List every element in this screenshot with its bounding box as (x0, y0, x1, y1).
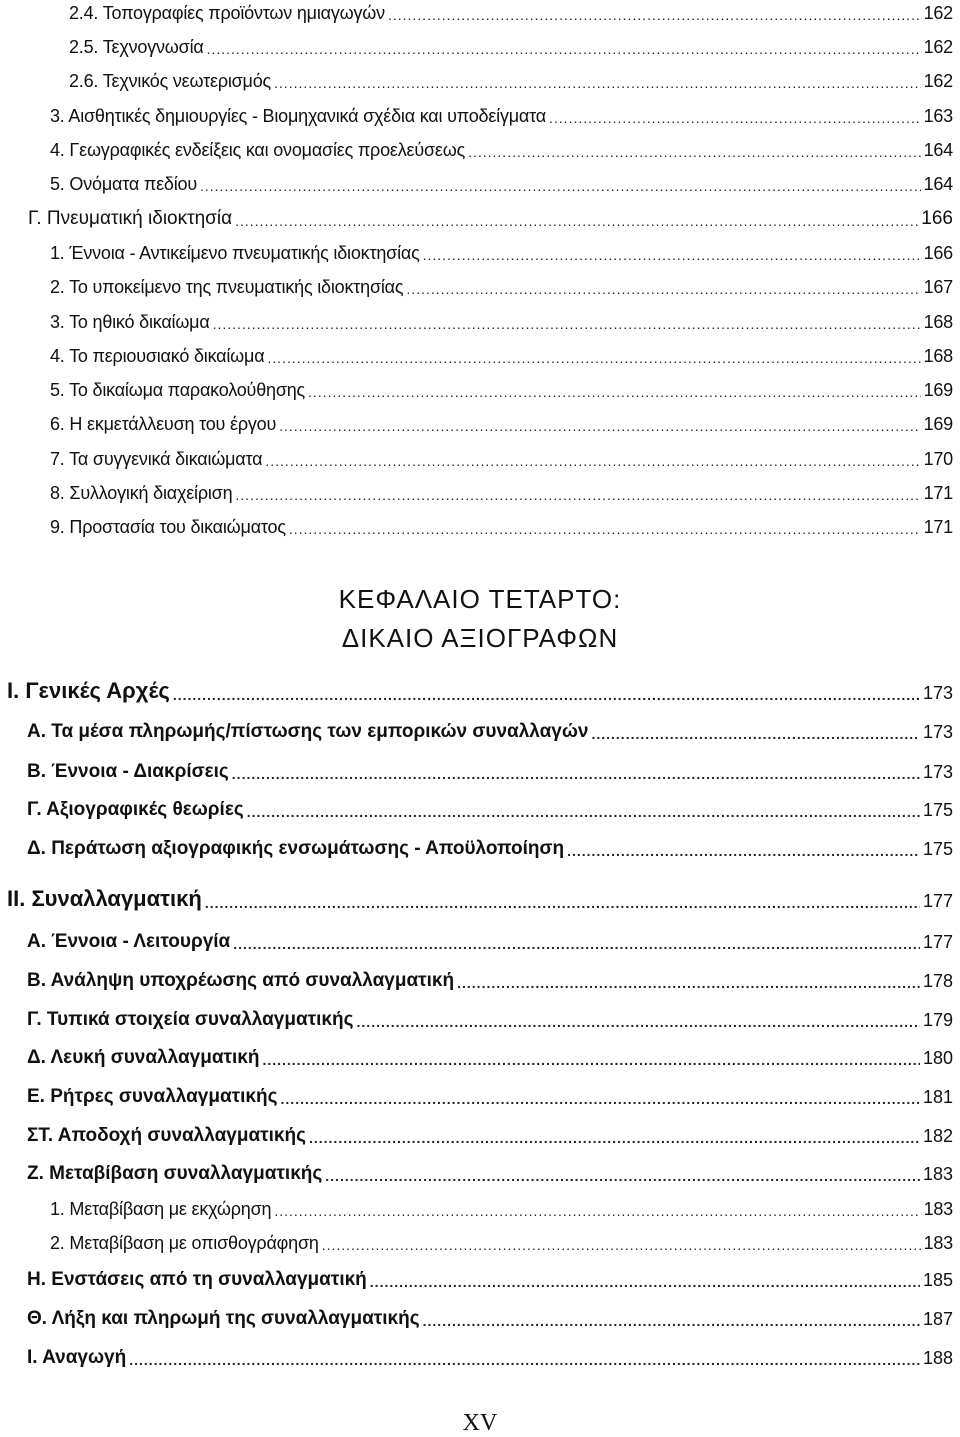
dot-leader (235, 488, 920, 502)
dot-leader (281, 1092, 920, 1106)
toc-entry-page: 168 (923, 312, 953, 332)
toc-entry-page: 177 (922, 891, 953, 911)
toc-entry (27, 1076, 953, 1106)
toc-entry (69, 60, 953, 90)
chapter-title: ΚΕΦΑΛΑΙΟ ΤΕΤΑΡΤΟ: (338, 584, 622, 614)
dot-leader (262, 1053, 920, 1067)
toc-entry (50, 506, 953, 536)
toc-entry (27, 1037, 953, 1067)
toc-entry-page: 170 (923, 449, 953, 469)
toc-entry-label: 8. Συλλογική διαχείριση (50, 483, 233, 503)
dot-leader (308, 385, 921, 399)
toc-entry-page: 169 (923, 380, 953, 400)
toc-entry-label: 3. Αισθητικές δημιουργίες - Βιομηχανικά σχέδια και υποδείγματα (50, 106, 547, 126)
toc-entry-page: 168 (923, 346, 953, 366)
dot-leader (205, 896, 920, 910)
toc-entry-label: Γ. Αξιογραφικές θεωρίες (27, 799, 244, 820)
toc-entry (7, 672, 953, 702)
toc-entry-label: 5. Ονόματα πεδίου (50, 174, 197, 194)
dot-leader (267, 351, 920, 365)
toc-entry (27, 789, 953, 819)
dot-leader (591, 727, 919, 741)
dot-leader (309, 1131, 920, 1145)
toc-entry-page: 188 (922, 1348, 953, 1368)
toc-entry-page: 163 (923, 106, 953, 126)
toc-entry-label: Ε. Ρήτρες συναλλαγματικής (27, 1086, 278, 1107)
dot-leader (370, 1275, 920, 1289)
toc-entry-label: Δ. Περάτωση αξιογραφικής ενσωμάτωσης - Αποϋλοποίηση (27, 838, 565, 859)
toc-entry-label: 2.4. Τοπογραφίες προϊόντων ημιαγωγών (69, 3, 385, 23)
toc-entry (50, 403, 953, 433)
toc-entry-page: 175 (922, 800, 953, 820)
toc-entry (27, 999, 953, 1029)
dot-leader (325, 1169, 920, 1183)
dot-leader (423, 248, 921, 262)
toc-entry-label: 2. Μεταβίβαση με οπισθογράφηση (50, 1233, 319, 1253)
toc-entry (50, 335, 953, 365)
toc-entry-label: ΣΤ. Αποδοχή συναλλαγματικής (27, 1125, 306, 1146)
dot-leader (549, 111, 921, 125)
dot-leader (129, 1353, 920, 1367)
toc-entry-label: 2.6. Τεχνικός νεωτερισμός (69, 71, 272, 91)
dot-leader (423, 1314, 920, 1328)
toc-entry-label: 2.5. Τεχνογνωσία (69, 37, 204, 57)
toc-entry-page: 173 (922, 762, 953, 782)
toc-entry (27, 711, 953, 741)
toc-entry (27, 1337, 953, 1367)
toc-entry-page: 181 (922, 1087, 953, 1107)
toc-entry (27, 1115, 953, 1145)
toc-entry (27, 960, 953, 990)
toc-entry (50, 438, 953, 468)
toc-entry-page: 171 (923, 517, 953, 537)
toc-entry-label: ΙΙ. Συναλλαγματική (7, 886, 202, 911)
toc-entry (27, 828, 953, 858)
page-number: XV (462, 1410, 498, 1436)
toc-entry-page: 175 (922, 839, 953, 859)
toc-entry (50, 266, 953, 296)
toc-entry-label: Ι. Γενικές Αρχές (7, 678, 170, 703)
toc-entry-page: 182 (922, 1126, 953, 1146)
toc-entry-page: 177 (922, 932, 953, 952)
dot-leader (388, 8, 921, 22)
toc-entry (50, 301, 953, 331)
toc-entry (27, 921, 953, 951)
toc-entry-label: Β. Έννοια - Διακρίσεις (27, 761, 229, 782)
dot-leader (457, 976, 920, 990)
toc-entry-page: 183 (923, 1199, 953, 1219)
toc-entry-page: 173 (922, 683, 953, 703)
toc-entry-page: 185 (922, 1270, 953, 1290)
toc-entry (50, 472, 953, 502)
toc-entry (27, 1259, 953, 1289)
dot-leader (233, 937, 920, 951)
dot-leader (357, 1015, 920, 1029)
toc-entry (27, 1298, 953, 1328)
toc-entry-label: 7. Τα συγγενικά δικαιώματα (50, 449, 263, 469)
toc-entry-page: 169 (923, 414, 953, 434)
toc-entry-page: 173 (922, 722, 953, 742)
dot-leader (173, 688, 920, 702)
toc-entry (27, 1153, 953, 1183)
toc-entry-page: 166 (923, 243, 953, 263)
toc-entry-page: 164 (923, 174, 953, 194)
dot-leader (207, 42, 921, 56)
dot-leader (322, 1238, 921, 1252)
chapter-subtitle: ΔΙΚΑΙΟ ΑΞΙΟΓΡΑΦΩΝ (341, 623, 619, 653)
toc-entry-page: 166 (921, 208, 953, 229)
toc-entry-label: Α. Έννοια - Λειτουργία (27, 931, 231, 952)
dot-leader (406, 282, 920, 296)
toc-entry-label: 3. Το ηθικό δικαίωμα (50, 312, 210, 332)
toc-entry-page: 167 (923, 277, 953, 297)
toc-entry-page: 183 (923, 1233, 953, 1253)
toc-entry-label: 2. Το υποκείμενο της πνευματικής ιδιοκτησίας (50, 277, 404, 297)
toc-entry-label: Β. Ανάληψη υποχρέωσης από συναλλαγματική (27, 970, 455, 991)
toc-entry (50, 232, 953, 262)
toc-entry-label: 4. Το περιουσιακό δικαίωμα (50, 346, 265, 366)
toc-entry-page: 180 (922, 1048, 953, 1068)
toc-entry-label: 9. Προστασία του δικαιώματος (50, 517, 286, 537)
toc-entry-label: 5. Το δικαίωμα παρακολούθησης (50, 380, 306, 400)
toc-entry (7, 880, 953, 910)
toc-entry (50, 1222, 953, 1252)
toc-entry-label: Θ. Λήξη και πληρωμή της συναλλαγματικής (27, 1308, 420, 1329)
toc-entry-page: 162 (923, 3, 953, 23)
toc-entry (50, 369, 953, 399)
dot-leader (567, 844, 920, 858)
toc-entry-label: Γ. Πνευματική ιδιοκτησία (28, 208, 233, 229)
toc-entry-page: 179 (922, 1010, 953, 1030)
toc-entry-page: 162 (923, 71, 953, 91)
toc-entry-label: 1. Μεταβίβαση με εκχώρηση (50, 1199, 272, 1219)
toc-entry (28, 198, 953, 228)
toc-entry-page: 162 (923, 37, 953, 57)
toc-entry-label: Α. Τα μέσα πληρωμής/πίστωσης των εμπορικών συναλλαγών (27, 721, 589, 742)
dot-leader (289, 522, 921, 536)
toc-entry-label: 4. Γεωγραφικές ενδείξεις και ονομασίες προελεύσεως (50, 140, 466, 160)
toc-entry-page: 171 (923, 483, 953, 503)
toc-entry-label: 1. Έννοια - Αντικείμενο πνευματικής ιδιοκτησίας (50, 243, 420, 263)
dot-leader (232, 767, 920, 781)
dot-leader (235, 214, 918, 228)
toc-entry-label: Δ. Λευκή συναλλαγματική (27, 1047, 260, 1068)
toc-entry-page: 178 (922, 971, 953, 991)
toc-entry (69, 0, 953, 22)
dot-leader (265, 454, 920, 468)
toc-entry (50, 129, 953, 159)
toc-entry (50, 163, 953, 193)
toc-entry (50, 1188, 953, 1218)
toc-entry-label: 6. Η εκμετάλλευση του έργου (50, 414, 277, 434)
toc-entry (69, 26, 953, 56)
toc-entry (50, 95, 953, 125)
dot-leader (279, 419, 920, 433)
toc-entry-page: 164 (923, 140, 953, 160)
dot-leader (274, 76, 921, 90)
toc-entry-page: 183 (922, 1164, 953, 1184)
toc-entry-label: Ζ. Μεταβίβαση συναλλαγματικής (27, 1163, 323, 1184)
dot-leader (213, 317, 921, 331)
dot-leader (247, 805, 920, 819)
dot-leader (468, 145, 920, 159)
toc-entry-label: Η. Ενστάσεις από τη συναλλαγματική (27, 1269, 367, 1290)
toc-entry-label: Ι. Αναγωγή (27, 1347, 127, 1368)
dot-leader (274, 1204, 920, 1218)
dot-leader (200, 179, 921, 193)
toc-entry (27, 751, 953, 781)
toc-entry-page: 187 (922, 1309, 953, 1329)
toc-entry-label: Γ. Τυπικά στοιχεία συναλλαγματικής (27, 1009, 354, 1030)
